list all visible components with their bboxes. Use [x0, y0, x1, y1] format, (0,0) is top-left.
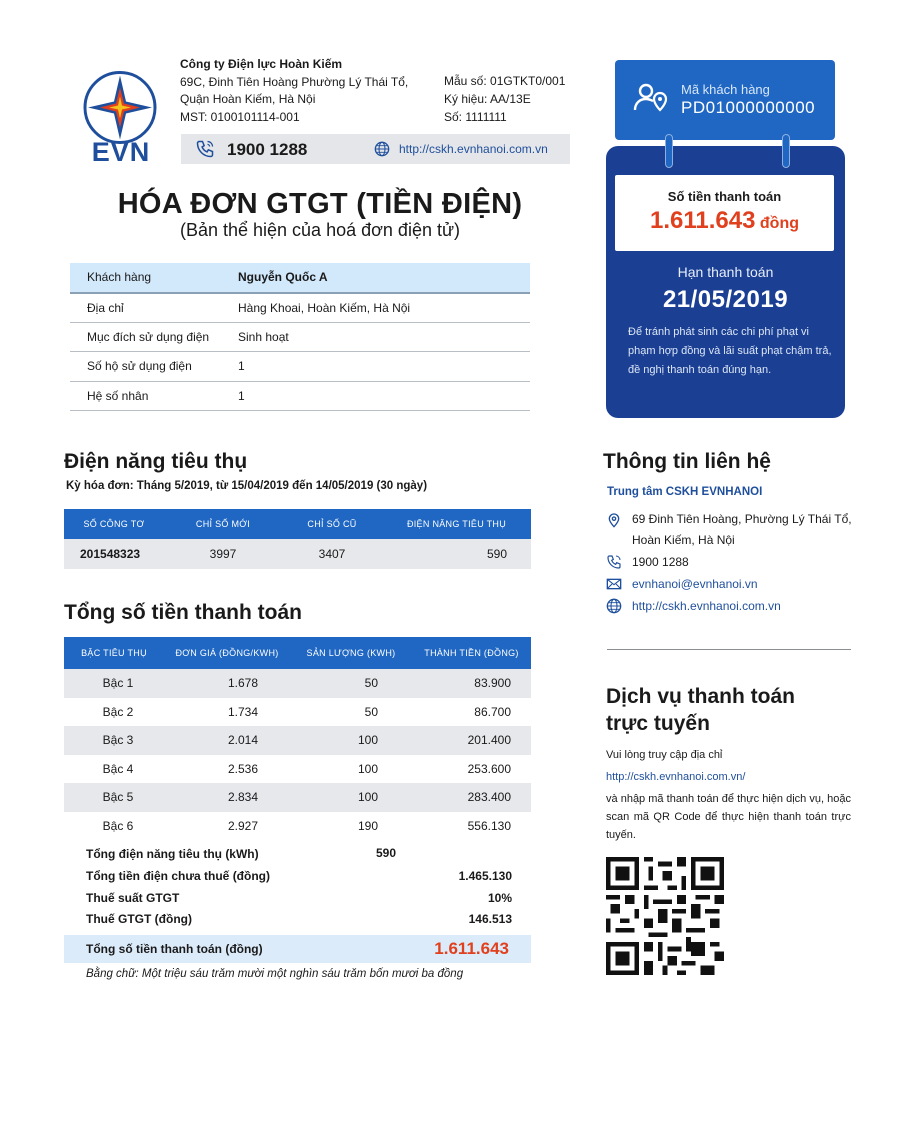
phone-icon [195, 139, 215, 159]
vat-rate-label: Thuế suất GTGT [86, 891, 180, 905]
website-link[interactable]: http://cskh.evnhanoi.com.vn [399, 142, 548, 156]
invoice-title: HÓA ĐƠN GTGT (TIỀN ĐIỆN) [117, 188, 523, 220]
table-header [64, 509, 531, 539]
globe-icon [606, 598, 622, 614]
multiplier: 1 [238, 381, 530, 411]
pre-tax-label: Tổng tiền điện chưa thuế (đồng) [86, 869, 271, 883]
due-date: 21/05/2019 [662, 286, 789, 313]
company-address-line1: 69C, Đinh Tiên Hoàng Phường Lý Thái Tổ, [180, 74, 409, 89]
amount-value: 1.611.643 [650, 207, 756, 234]
unit-price: 2.536 [228, 761, 259, 776]
consumption-kwh: 590 [382, 539, 531, 569]
new-reading: 3997 [164, 539, 282, 569]
phone-number[interactable]: 1900 1288 [632, 555, 689, 569]
calendar-ring [782, 134, 790, 168]
form-number: Mẫu số: 01GTKT0/001 [444, 74, 566, 88]
invoice-number: Số: 1111111 [444, 110, 507, 124]
invoice-meta [444, 72, 565, 126]
row-label: Số hộ sử dụng điện [70, 352, 238, 382]
amount: 83.900 [412, 669, 531, 698]
column-header: CHỈ SỐ CŨ [282, 509, 382, 539]
amount-box [615, 175, 834, 251]
address-line1: 69 Đinh Tiên Hoàng, Phường Lý Thái Tổ, [632, 512, 852, 526]
amount-unit: đồng [759, 215, 799, 232]
contact-address [606, 509, 856, 553]
quantity: 50 [364, 704, 378, 719]
meter-table [64, 509, 531, 569]
globe-icon [374, 141, 390, 157]
column-header: SỐ CÔNG TƠ [64, 509, 164, 539]
location-pin-icon [606, 512, 622, 528]
amount-label: Số tiền thanh toán [667, 189, 782, 204]
unit-price: 2.927 [228, 818, 259, 833]
total-kwh-label: Tổng điện năng tiêu thụ (kWh) [86, 847, 259, 861]
heading-line1: Dịch vụ thanh toán [606, 685, 795, 708]
table-header [64, 637, 531, 669]
billing-heading: Tổng số tiền thanh toán [64, 601, 302, 624]
row-label: Mục đích sử dụng điện [70, 322, 238, 352]
divider [607, 649, 851, 650]
service-link[interactable]: http://cskh.evnhanoi.com.vn/ [606, 771, 746, 783]
calendar-ring [665, 134, 673, 168]
customer-name: Nguyễn Quốc A [238, 263, 530, 293]
column-header: CHỈ SỐ MỚI [164, 509, 282, 539]
due-note: Để tránh phát sinh các chi phí phạt vi phạm hợp đồng và lãi suất phạt chậm trả, đề nghị thanh toán đúng hạn. [628, 326, 832, 376]
tier: Bậc 1 [64, 669, 164, 698]
due-date-label: Hạn thanh toán [677, 264, 774, 280]
tier: Bậc 3 [64, 726, 164, 755]
online-service-heading [606, 683, 856, 737]
unit-price: 1.734 [228, 704, 259, 719]
heading-line2: trực tuyến [606, 712, 710, 735]
billing-table [64, 637, 531, 840]
table-row [64, 783, 531, 812]
email-link[interactable]: evnhanoi@evnhanoi.vn [632, 577, 758, 591]
contact-bar [181, 134, 570, 164]
customer-info-table [70, 263, 530, 411]
contact-email [606, 574, 856, 594]
column-header: THÀNH TIỀN (ĐỒNG) [412, 637, 531, 669]
phone-icon [606, 554, 622, 570]
amount: 283.400 [412, 783, 531, 812]
service-instructions: và nhập mã thanh toán để thực hiện dịch vụ, hoặc scan mã QR Code để thực hiện thanh toán trực tuyến. [606, 793, 851, 841]
table-row [70, 263, 530, 293]
amount: 86.700 [474, 704, 511, 719]
table-row [64, 812, 531, 841]
vat-amount: 146.513 [468, 912, 512, 926]
hotline: 1900 1288 [227, 140, 308, 159]
quantity: 100 [357, 761, 378, 776]
company-info [180, 56, 408, 126]
meter-number: 201548323 [64, 539, 164, 569]
company-name: Công ty Điện lực Hoàn Kiếm [180, 57, 343, 71]
row-label: Địa chỉ [70, 293, 238, 323]
invoice-subtitle: (Bản thể hiện của hoá đơn điện tử) [179, 220, 461, 240]
contact-website [606, 596, 856, 616]
table-row [64, 726, 531, 755]
billing-period: Kỳ hóa đơn: Tháng 5/2019, từ 15/04/2019 đến 14/05/2019 (30 ngày) [66, 480, 428, 492]
consumption-heading: Điện năng tiêu thụ [64, 450, 248, 473]
column-header: ĐƠN GIÁ (ĐỒNG/KWH) [164, 637, 290, 669]
quantity: 100 [290, 783, 412, 812]
grand-total: 1.611.643 [434, 939, 509, 958]
column-header: SẢN LƯỢNG (KWH) [290, 637, 412, 669]
table-row [70, 381, 530, 411]
quantity: 190 [357, 818, 378, 833]
table-row [70, 352, 530, 382]
quantity: 100 [290, 726, 412, 755]
support-center: Trung tâm CSKH EVNHANOI [607, 486, 763, 498]
tier: Bậc 4 [102, 761, 134, 776]
table-row [64, 698, 531, 727]
invoice-symbol: Ký hiệu: AA/13E [444, 92, 531, 106]
tier: Bậc 6 [102, 818, 134, 833]
table-row [70, 293, 530, 323]
table-row [64, 669, 531, 698]
quantity: 50 [290, 669, 412, 698]
row-label: Hệ số nhân [70, 381, 238, 411]
column-header: BẬC TIÊU THỤ [64, 637, 164, 669]
grand-total-bar [64, 935, 531, 963]
tier: Bậc 5 [64, 783, 164, 812]
user-location-icon [633, 78, 669, 114]
tier: Bậc 2 [102, 704, 134, 719]
usage-purpose: Sinh hoạt [238, 322, 530, 352]
amount-in-words: Bằng chữ: Một triệu sáu trăm mười một nghìn sáu trăm bốn mươi ba đồng [86, 968, 464, 980]
customer-code: PD01000000000 [681, 98, 816, 117]
amount: 253.600 [467, 761, 511, 776]
old-reading: 3407 [282, 539, 382, 569]
customer-address: Hàng Khoai, Hoàn Kiếm, Hà Nội [238, 293, 530, 323]
vat-label: Thuế GTGT (đồng) [86, 912, 192, 926]
website-link[interactable]: http://cskh.evnhanoi.com.vn [632, 599, 781, 613]
household-count: 1 [238, 352, 530, 382]
amount-due [615, 207, 834, 235]
vat-rate: 10% [487, 891, 512, 905]
row-label: Khách hàng [70, 263, 238, 293]
logo-text: EVN [91, 137, 151, 167]
grand-total-label: Tổng số tiền thanh toán (đồng) [86, 942, 263, 956]
column-header: ĐIỆN NĂNG TIÊU THỤ [382, 509, 531, 539]
unit-price: 2.834 [164, 783, 290, 812]
table-row [64, 755, 531, 784]
pre-tax-total: 1.465.130 [458, 869, 512, 883]
service-intro: Vui lòng truy cập địa chỉ [606, 749, 723, 761]
customer-code-box [615, 60, 835, 140]
company-address-line2: Quận Hoàn Kiếm, Hà Nội [180, 92, 316, 106]
unit-price: 2.014 [164, 726, 290, 755]
company-tax-code: MST: 0100101114-001 [180, 109, 300, 124]
total-kwh: 590 [375, 846, 396, 860]
contact-phone [606, 552, 856, 572]
address-line2: Hoàn Kiếm, Hà Nội [632, 533, 735, 547]
qr-code[interactable] [606, 857, 724, 975]
contact-heading: Thông tin liên hệ [603, 450, 771, 473]
unit-price: 1.678 [164, 669, 290, 698]
mail-icon [606, 576, 622, 592]
amount: 556.130 [467, 818, 511, 833]
amount: 201.400 [412, 726, 531, 755]
table-row [64, 539, 531, 569]
table-row [70, 322, 530, 352]
customer-code-label: Mã khách hàng [681, 82, 770, 97]
